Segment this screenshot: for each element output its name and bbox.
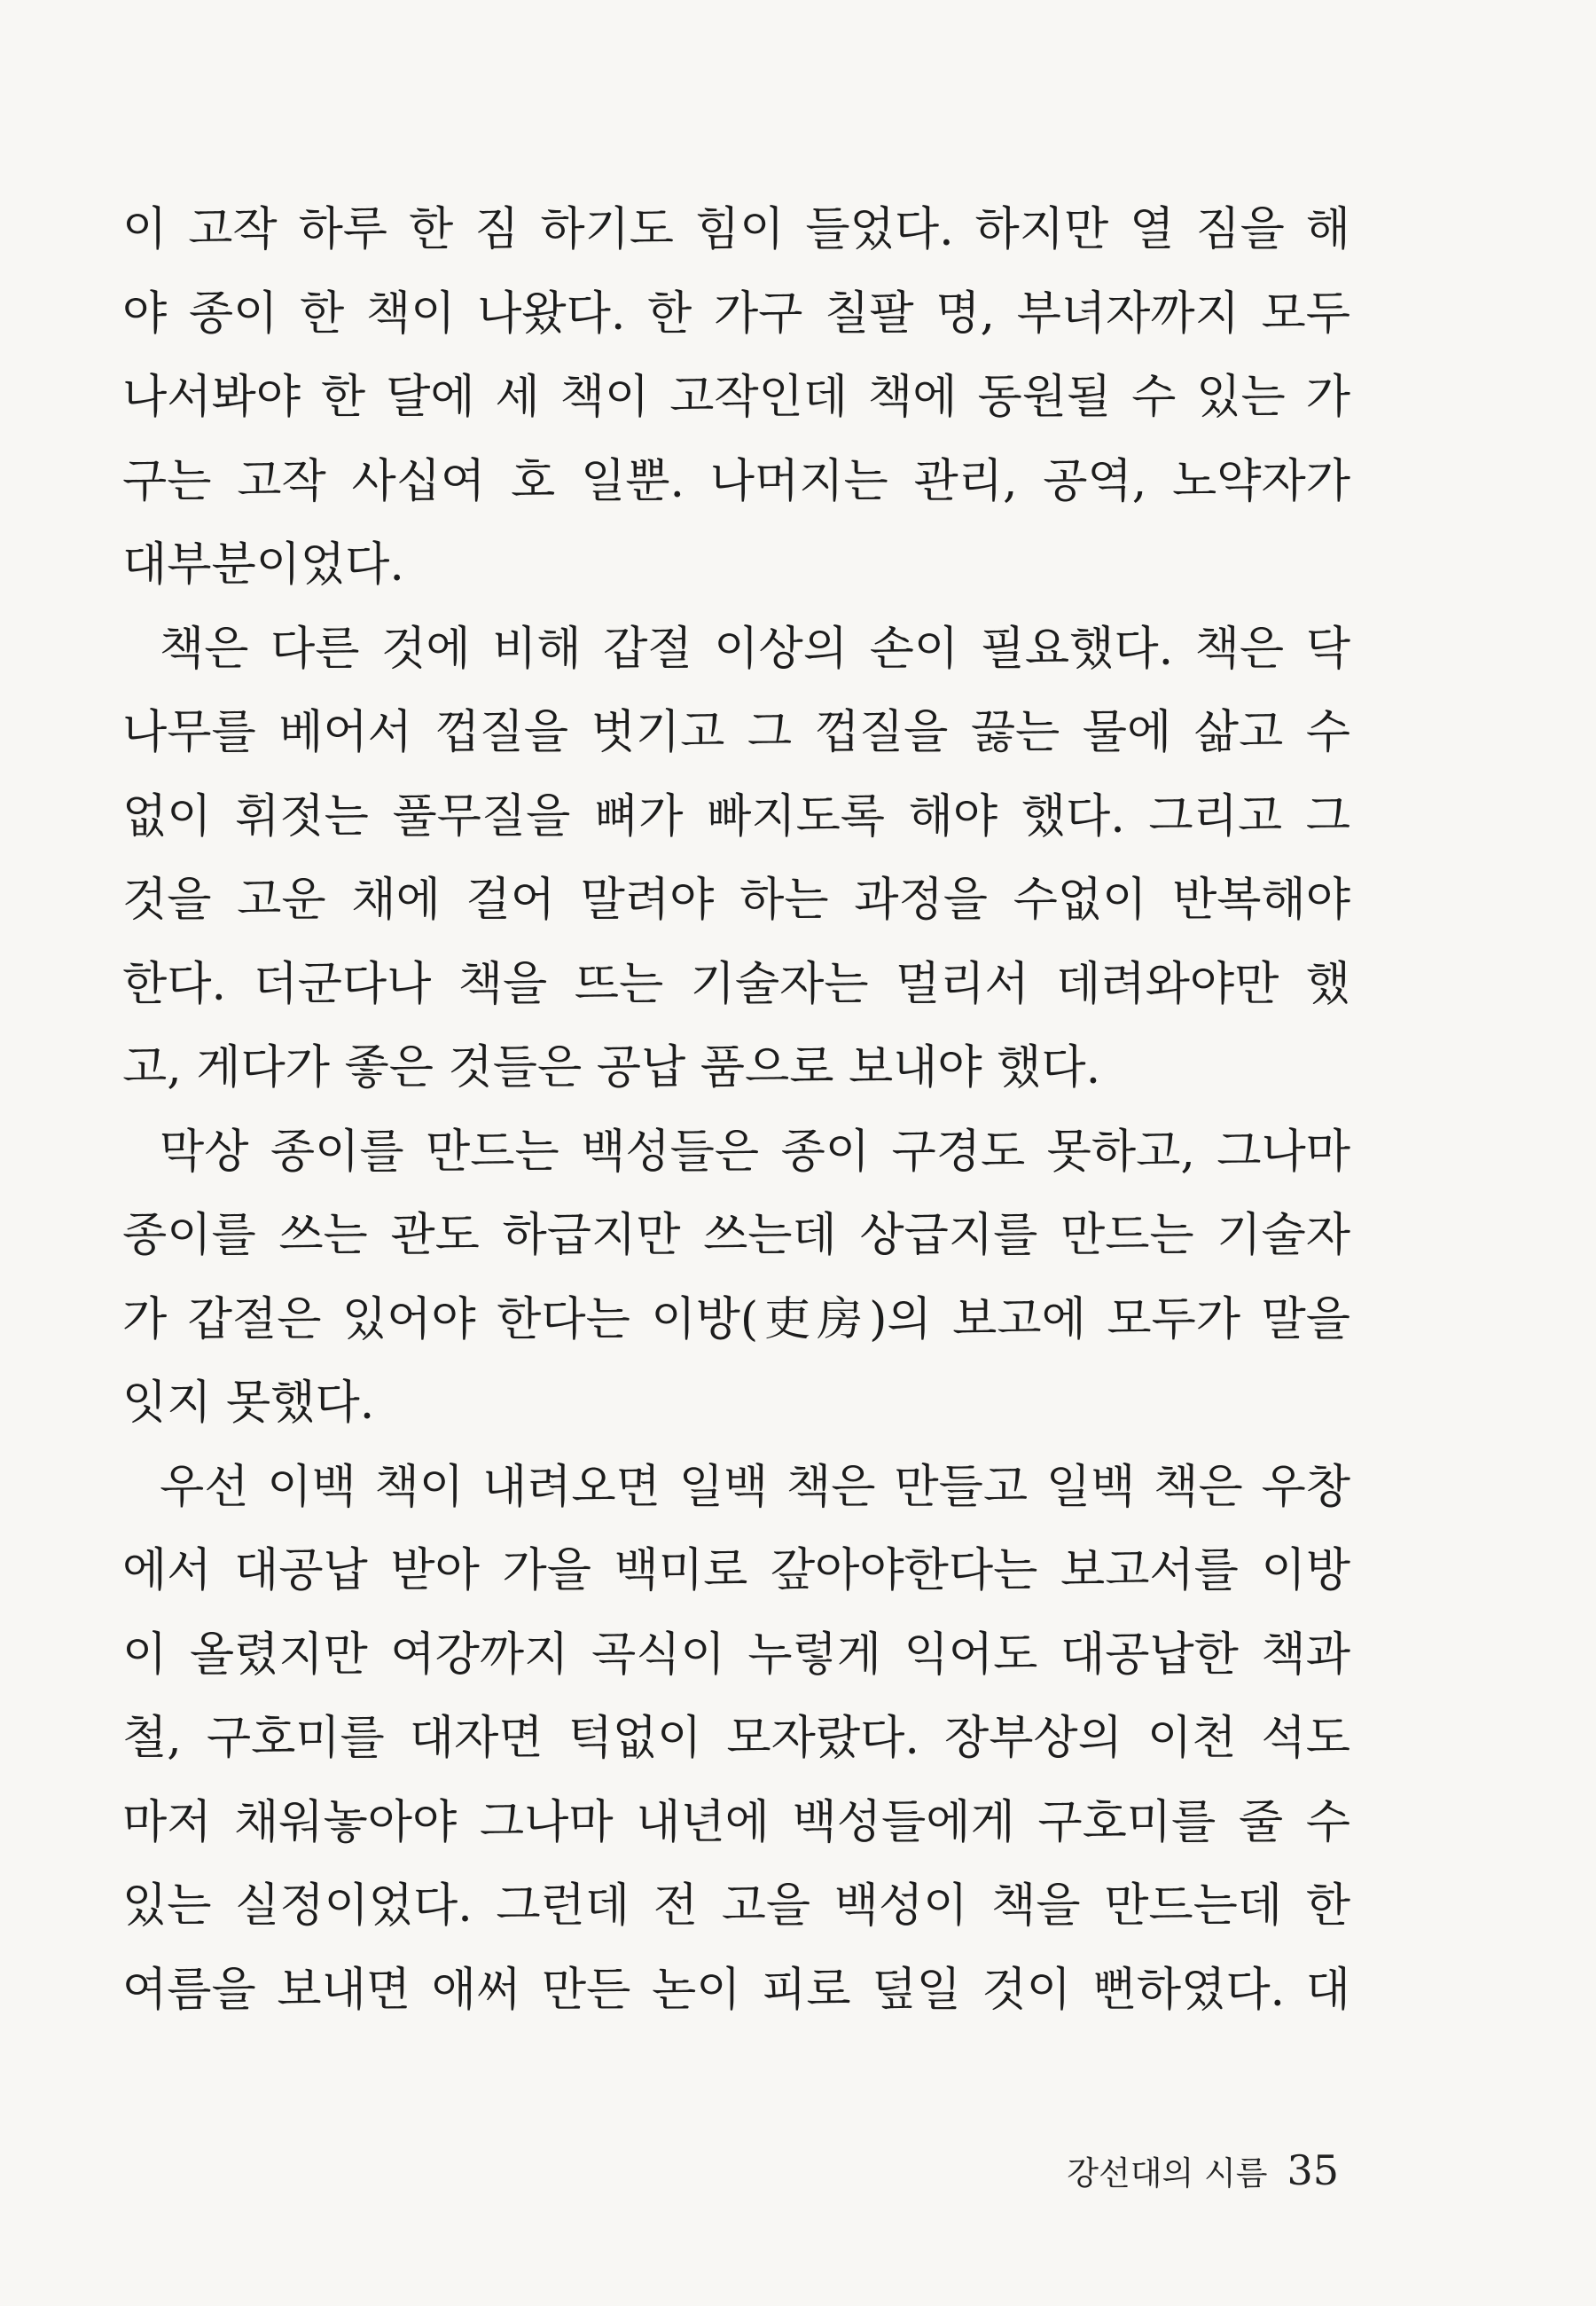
text-line: 막상 종이를 만드는 백성들은 종이 구경도 못하고, 그나마 [160,1125,1350,1179]
text-line: 여름을 보내면 애써 만든 논이 피로 덮일 것이 뻔하였다. 대 [122,1963,1350,2017]
text-line: 있는 실정이었다. 그런데 전 고을 백성이 책을 만드는데 한 [122,1879,1350,1933]
text-line: 나서봐야 한 달에 세 책이 고작인데 책에 동원될 수 있는 가 [122,371,1350,424]
text-line: 고, 게다가 좋은 것들은 공납 품으로 보내야 했다. [122,1041,1101,1094]
text-line: 종이를 쓰는 관도 하급지만 쓰는데 상급지를 만드는 기술자 [122,1209,1350,1262]
text-line: 대부분이었다. [122,538,404,592]
text-line: 책은 다른 것에 비해 갑절 이상의 손이 필요했다. 책은 닥 [160,622,1350,676]
text-line: 철, 구호미를 대자면 턱없이 모자랐다. 장부상의 이천 석도 [122,1712,1350,1765]
text-line: 야 종이 한 책이 나왔다. 한 가구 칠팔 명, 부녀자까지 모두 [122,286,1350,341]
text-line: 잇지 못했다. [122,1377,375,1430]
text-line: 것을 고운 채에 걸어 말려야 하는 과정을 수없이 반복해야 [122,874,1350,927]
page-footer [1067,2146,1339,2194]
text-line: 이 고작 하루 한 짐 하기도 힘이 들었다. 하지만 열 짐을 해 [122,203,1350,256]
page-number: 35 [1287,2146,1339,2194]
text-line: 우선 이백 책이 내려오면 일백 책은 만들고 일백 책은 우창 [160,1460,1350,1514]
body-text [122,188,1350,2032]
running-title: 강선대의 시름 [1067,2154,1268,2192]
text-line: 에서 대공납 받아 가을 백미로 갚아야한다는 보고서를 이방 [122,1544,1350,1597]
text-line: 없이 휘젓는 풀무질을 뼈가 빠지도록 해야 했다. 그리고 그 [122,789,1350,843]
text-line: 한다. 더군다나 책을 뜨는 기술자는 멀리서 데려와야만 했 [122,957,1350,1011]
text-line: 나무를 베어서 껍질을 벗기고 그 껍질을 끓는 물에 삶고 수 [122,706,1350,759]
text-line: 구는 고작 사십여 호 일뿐. 나머지는 관리, 공역, 노약자가 [122,454,1350,508]
text-line: 마저 채워놓아야 그나마 내년에 백성들에게 구호미를 줄 수 [122,1795,1350,1849]
text-line: 이 올렸지만 여강까지 곡식이 누렇게 익어도 대공납한 책과 [122,1628,1350,1682]
text-line: 가 갑절은 있어야 한다는 이방(吏房)의 보고에 모두가 말을 [122,1292,1350,1346]
